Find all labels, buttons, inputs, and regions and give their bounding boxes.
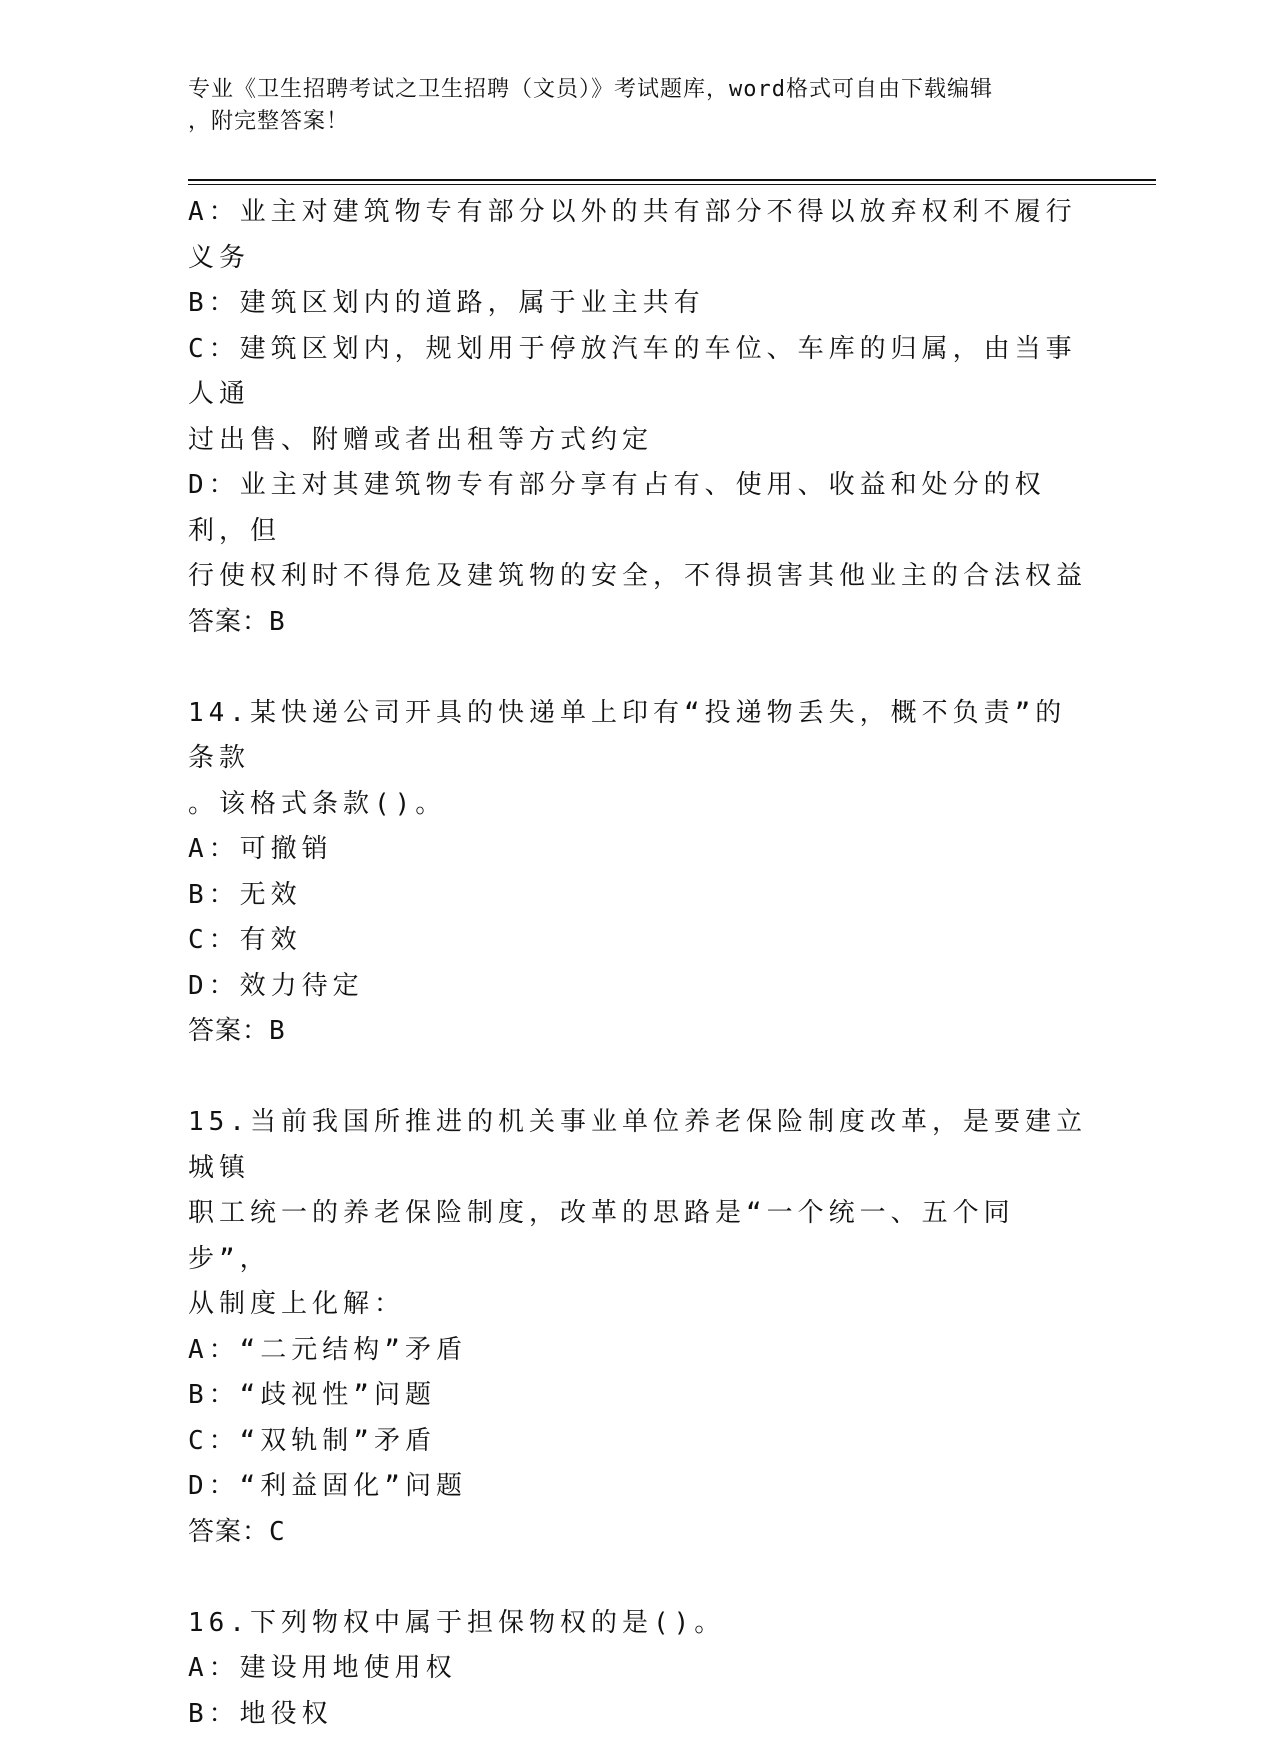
question-stem-line-2: 职工统一的养老保险制度，改革的思路是“一个统一、五个同步”， — [188, 1191, 1088, 1282]
question-16 — [188, 1601, 1088, 1737]
spacer — [188, 645, 1088, 691]
option-c: C：“双轨制”矛盾 — [188, 1419, 1088, 1465]
header-divider-thin — [188, 184, 1156, 185]
spacer — [188, 1555, 1088, 1601]
question-stem-line-1: 16.下列物权中属于担保物权的是()。 — [188, 1601, 1088, 1647]
spacer — [188, 1055, 1088, 1101]
option-d: D：效力待定 — [188, 964, 1088, 1010]
question-stem-line-1: 14.某快递公司开具的快递单上印有“投递物丢失，概不负责”的条款 — [188, 691, 1088, 782]
option-d-line-2: 行使权利时不得危及建筑物的安全，不得损害其他业主的合法权益 — [188, 554, 1088, 600]
option-b: B：无效 — [188, 873, 1088, 919]
option-c-line-1: C：建筑区划内，规划用于停放汽车的车位、车库的归属，由当事人通 — [188, 327, 1088, 418]
question-13 — [188, 190, 1088, 645]
answer: 答案：C — [188, 1510, 1088, 1556]
question-stem-line-3: 从制度上化解： — [188, 1282, 1088, 1328]
option-b: B：地役权 — [188, 1692, 1088, 1737]
header-line-2: ，附完整答案！ — [188, 106, 1088, 138]
question-stem-line-2: 。该格式条款()。 — [188, 782, 1088, 828]
question-list — [188, 190, 1088, 1737]
option-a: A：可撤销 — [188, 827, 1088, 873]
option-d: D：“利益固化”问题 — [188, 1464, 1088, 1510]
option-d-line-1: D：业主对其建筑物专有部分享有占有、使用、收益和处分的权利，但 — [188, 463, 1088, 554]
option-a: A：建设用地使用权 — [188, 1646, 1088, 1692]
document-header — [188, 74, 1088, 138]
option-a: A：“二元结构”矛盾 — [188, 1328, 1088, 1374]
question-15 — [188, 1100, 1088, 1555]
option-b: B：建筑区划内的道路，属于业主共有 — [188, 281, 1088, 327]
answer: 答案：B — [188, 1009, 1088, 1055]
question-14 — [188, 691, 1088, 1055]
option-b: B：“歧视性”问题 — [188, 1373, 1088, 1419]
option-c: C：有效 — [188, 918, 1088, 964]
header-divider-thick — [188, 179, 1156, 181]
option-c-line-2: 过出售、附赠或者出租等方式约定 — [188, 418, 1088, 464]
question-stem-line-1: 15.当前我国所推进的机关事业单位养老保险制度改革，是要建立城镇 — [188, 1100, 1088, 1191]
answer: 答案：B — [188, 600, 1088, 646]
option-a: A：业主对建筑物专有部分以外的共有部分不得以放弃权利不履行义务 — [188, 190, 1088, 281]
header-line-1: 专业《卫生招聘考试之卫生招聘（文员）》考试题库，word格式可自由下载编辑 — [188, 74, 1088, 106]
